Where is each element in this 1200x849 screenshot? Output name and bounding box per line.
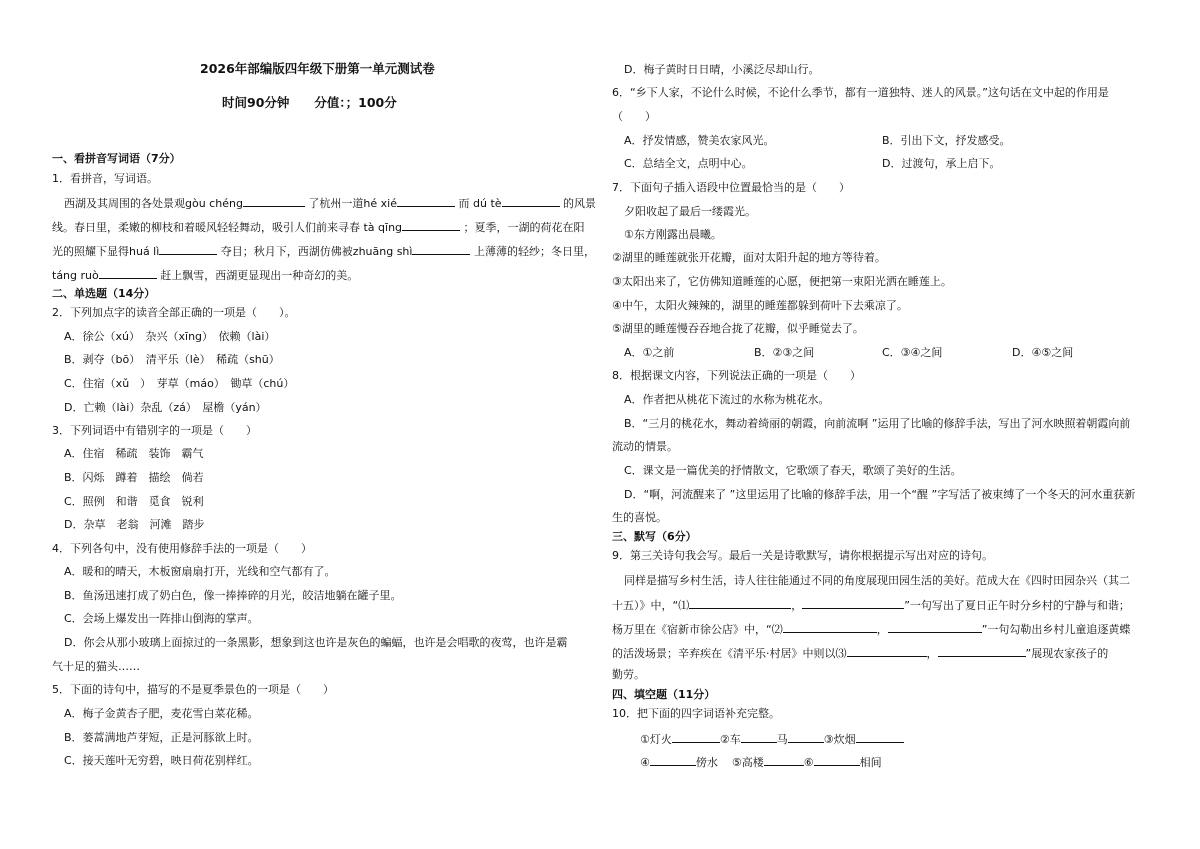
q10-item-6-tail: 相间 (859, 756, 882, 769)
answer-blank[interactable] (938, 645, 1026, 657)
q9-text: ”一句写出了夏日正午时分乡村的宁静与和谐； (904, 599, 1130, 612)
section-1-heading: 一、看拼音写词语（7分） (52, 152, 181, 165)
q9-text: ”一句勾勒出乡村儿童追逐黄蝶 (981, 623, 1131, 636)
q6-option-c: C．总结全文，点明中心。 (624, 157, 753, 170)
q5-option-d: D．梅子黄时日日晴，小溪泛尽却山行。 (624, 63, 820, 76)
q4-option-b: B．鱼汤迅速打成了奶白色，像一捧捧碎的月光，皎洁地躺在罐子里。 (64, 589, 402, 602)
section-4-heading: 四、填空题（11分） (612, 688, 716, 701)
q1-text: 夺目；秋月下，西湖仿佛被zhuāng shì (220, 245, 413, 258)
q2-option-c: C．住宿（xǔ ） 芽草（máo） 锄草（chú） (64, 377, 295, 390)
q9-line-2 (612, 597, 1130, 613)
answer-blank[interactable] (888, 621, 982, 633)
answer-blank[interactable] (402, 219, 460, 231)
answer-blank[interactable] (741, 731, 777, 743)
q4-option-c: C．会场上爆发出一阵排山倒海的掌声。 (64, 612, 259, 625)
q10-item-4: ④ (640, 756, 650, 769)
q10-item-4-tail: 傍水 (695, 756, 718, 769)
question-6-cont: （ ） (612, 110, 656, 123)
q1-text: 线。春日里，柔嫩的柳枝和着暖风轻轻舞动，吸引人们前来寻春 tà qīng (52, 221, 403, 234)
answer-blank[interactable] (672, 731, 720, 743)
q1-text: 的风景 (563, 197, 597, 210)
question-10: 10．把下面的四字词语补充完整。 (612, 707, 780, 720)
page-title: 2026年部编版四年级下册第一单元测试卷 (200, 61, 435, 76)
q6-option-a: A．抒发情感，赞美农家风光。 (624, 134, 775, 147)
question-9: 9．第三关诗句我会写。最后一关是诗歌默写，请你根据提示写出对应的诗句。 (612, 549, 993, 562)
q10-item-2-mid: 马 (776, 733, 788, 746)
answer-blank[interactable] (802, 597, 904, 609)
q9-line-4 (612, 645, 1108, 661)
answer-blank[interactable] (856, 731, 904, 743)
q2-option-b: B．剥夺（bō） 清平乐（lè） 稀疏（shū） (64, 353, 280, 366)
q7-item-3: ③太阳出来了，它仿佛知道睡莲的心愿，便把第一束阳光洒在睡莲上。 (612, 275, 952, 288)
q9-text: ， (876, 623, 888, 636)
answer-blank[interactable] (764, 754, 804, 766)
q6-option-b: B．引出下文，抒发感受。 (882, 134, 1011, 147)
q10-item-2: ②车 (719, 733, 741, 746)
answer-blank[interactable] (814, 754, 860, 766)
q7-item-4: ④中午，太阳火辣辣的，湖里的睡莲都躲到荷叶下去乘凉了。 (612, 299, 908, 312)
section-3-heading: 三、默写（6分） (612, 530, 697, 543)
q10-item-1: ①灯火 (640, 733, 672, 746)
q8-option-c: C．课文是一篇优美的抒情散文，它歌颂了春天，歌颂了美好的生活。 (624, 464, 962, 477)
q1-line-1 (64, 195, 596, 211)
q7-item-2: ②湖里的睡莲就张开花瓣，面对太阳升起的地方等待着。 (612, 251, 886, 264)
q9-text: ”展现农家孩子的 (1025, 647, 1109, 660)
q10-line-2 (640, 754, 882, 770)
question-6: 6．“乡下人家，不论什么时候，不论什么季节，都有一道独特、迷人的风景。”这句话在文中起的作用是 (612, 86, 1109, 99)
q6-option-d: D．过渡句，承上启下。 (882, 157, 1001, 170)
q8-option-b-cont: 流动的情景。 (612, 440, 678, 453)
answer-blank[interactable] (159, 243, 217, 255)
q3-option-a: A．住宿 稀疏 装饰 霸气 (64, 447, 204, 460)
section-2-heading: 二、单选题（14分） (52, 287, 156, 300)
question-8: 8．根据课文内容，下列说法正确的一项是（ ） (612, 369, 861, 382)
q7-option-d: D．④⑤之间 (1012, 346, 1074, 359)
q8-option-d-cont: 生的喜悦。 (612, 511, 667, 524)
q9-line-1: 同样是描写乡村生活，诗人往往能通过不同的角度展现田园生活的美好。范成大在《四时田园杂兴（其二 (624, 574, 1130, 587)
q7-item-1: ①东方刚露出晨曦。 (624, 228, 722, 241)
q7-option-c: C．③④之间 (882, 346, 943, 359)
q7-option-b: B．②③之间 (754, 346, 815, 359)
q10-item-5: ⑤高楼 (731, 756, 764, 769)
question-5: 5．下面的诗句中，描写的不是夏季景色的一项是（ ） (52, 683, 334, 696)
answer-blank[interactable] (397, 195, 455, 207)
q1-text: 光的照耀下显得huá lì (52, 245, 160, 258)
page-subtitle: 时间90分钟 分值：；100分 (222, 95, 397, 110)
question-3: 3．下列词语中有错别字的一项是（ ） (52, 424, 257, 437)
q4-option-d: D．你会从那小玻璃上面掠过的一条黑影，想象到这也许是灰色的蝙蝠，也许是会唱歌的夜莺，也许是霸 (64, 636, 568, 649)
question-7: 7．下面句子插入语段中位置最恰当的是（ ） (612, 181, 850, 194)
q9-text: ， (791, 599, 803, 612)
q9-line-3 (612, 621, 1130, 637)
q9-text: 杨万里在《宿新市徐公店》中，“⑵ (612, 623, 783, 636)
q7-sentence: 夕阳收起了最后一缕霞光。 (624, 205, 756, 218)
q8-option-d: D．“啊，河流醒来了 ”这里运用了比喻的修辞手法，用一个“醒 ”字写活了被束缚了一个冬天的河水重获新 (624, 488, 1136, 501)
q1-text: táng ruò (52, 269, 99, 282)
answer-blank[interactable] (243, 195, 305, 207)
answer-blank[interactable] (650, 754, 696, 766)
q10-item-6: ⑥ (803, 756, 814, 769)
q5-option-b: B．蒌蒿满地芦芽短，正是河豚欲上时。 (64, 731, 259, 744)
q5-option-c: C．接天莲叶无穷碧，映日荷花别样红。 (64, 754, 259, 767)
answer-blank[interactable] (99, 267, 157, 279)
answer-blank[interactable] (847, 645, 927, 657)
question-4: 4．下列各句中，没有使用修辞手法的一项是（ ） (52, 542, 312, 555)
q3-option-c: C．照例 和谐 觅食 锐利 (64, 495, 204, 508)
q10-item-3: ③炊烟 (823, 733, 856, 746)
q2-option-d: D．亡赖（lài）杂乱（zá） 屋檐（yán） (64, 401, 267, 414)
q8-option-b: B．“三月的桃花水，舞动着绮丽的朝霞，向前流啊 ”运用了比喻的修辞手法，写出了河水映照着朝霞向前 (624, 417, 1131, 430)
q1-line-2 (52, 219, 585, 235)
question-1: 1．看拼音，写词语。 (52, 172, 158, 185)
q10-line-1 (640, 731, 904, 747)
q9-text: ， (926, 647, 938, 660)
q4-option-d-cont: 气十足的猫头…… (52, 660, 140, 673)
q1-text: 西湖及其周围的各处景观gòu chéng (64, 197, 243, 210)
q5-option-a: A．梅子金黄杏子肥，麦花雪白菜花稀。 (64, 707, 259, 720)
question-2: 2．下列加点字的读音全部正确的一项是（ ）。 (52, 306, 296, 319)
q4-option-a: A．暖和的晴天，木板窗扇扇打开，光线和空气都有了。 (64, 565, 336, 578)
answer-blank[interactable] (689, 597, 791, 609)
q1-text: 了杭州一道hé xié (308, 197, 397, 210)
q3-option-b: B．闪烁 蹲着 描绘 倘若 (64, 471, 204, 484)
answer-blank[interactable] (783, 621, 877, 633)
q9-text: 十五）》中，“⑴ (612, 599, 690, 612)
q1-text: ；夏季，一湖的荷花在阳 (463, 221, 585, 234)
q1-text: 而 dú tè (458, 197, 502, 210)
q1-text: 上薄薄的轻纱；冬日里， (473, 245, 595, 258)
q7-item-5: ⑤湖里的睡莲慢吞吞地合拢了花瓣，似乎睡觉去了。 (612, 322, 864, 335)
q9-text: 的活泼场景；辛弃疾在《清平乐·村居》中则以⑶ (612, 647, 847, 660)
answer-blank[interactable] (788, 731, 824, 743)
q1-line-4 (52, 267, 358, 283)
answer-blank[interactable] (412, 243, 470, 255)
q2-option-a: A．徐公（xú） 杂兴（xīng） 依赖（lài） (64, 330, 276, 343)
q1-line-3 (52, 243, 595, 259)
q3-option-d: D．杂草 老翁 河滩 踏步 (64, 518, 205, 531)
q9-line-5: 勤劳。 (612, 668, 645, 681)
answer-blank[interactable] (502, 195, 560, 207)
q7-option-a: A．①之前 (624, 346, 675, 359)
q1-text: 赶上飘雪，西湖更显现出一种奇幻的美。 (160, 269, 359, 282)
q8-option-a: A．作者把从桃花下流过的水称为桃花水。 (624, 393, 830, 406)
